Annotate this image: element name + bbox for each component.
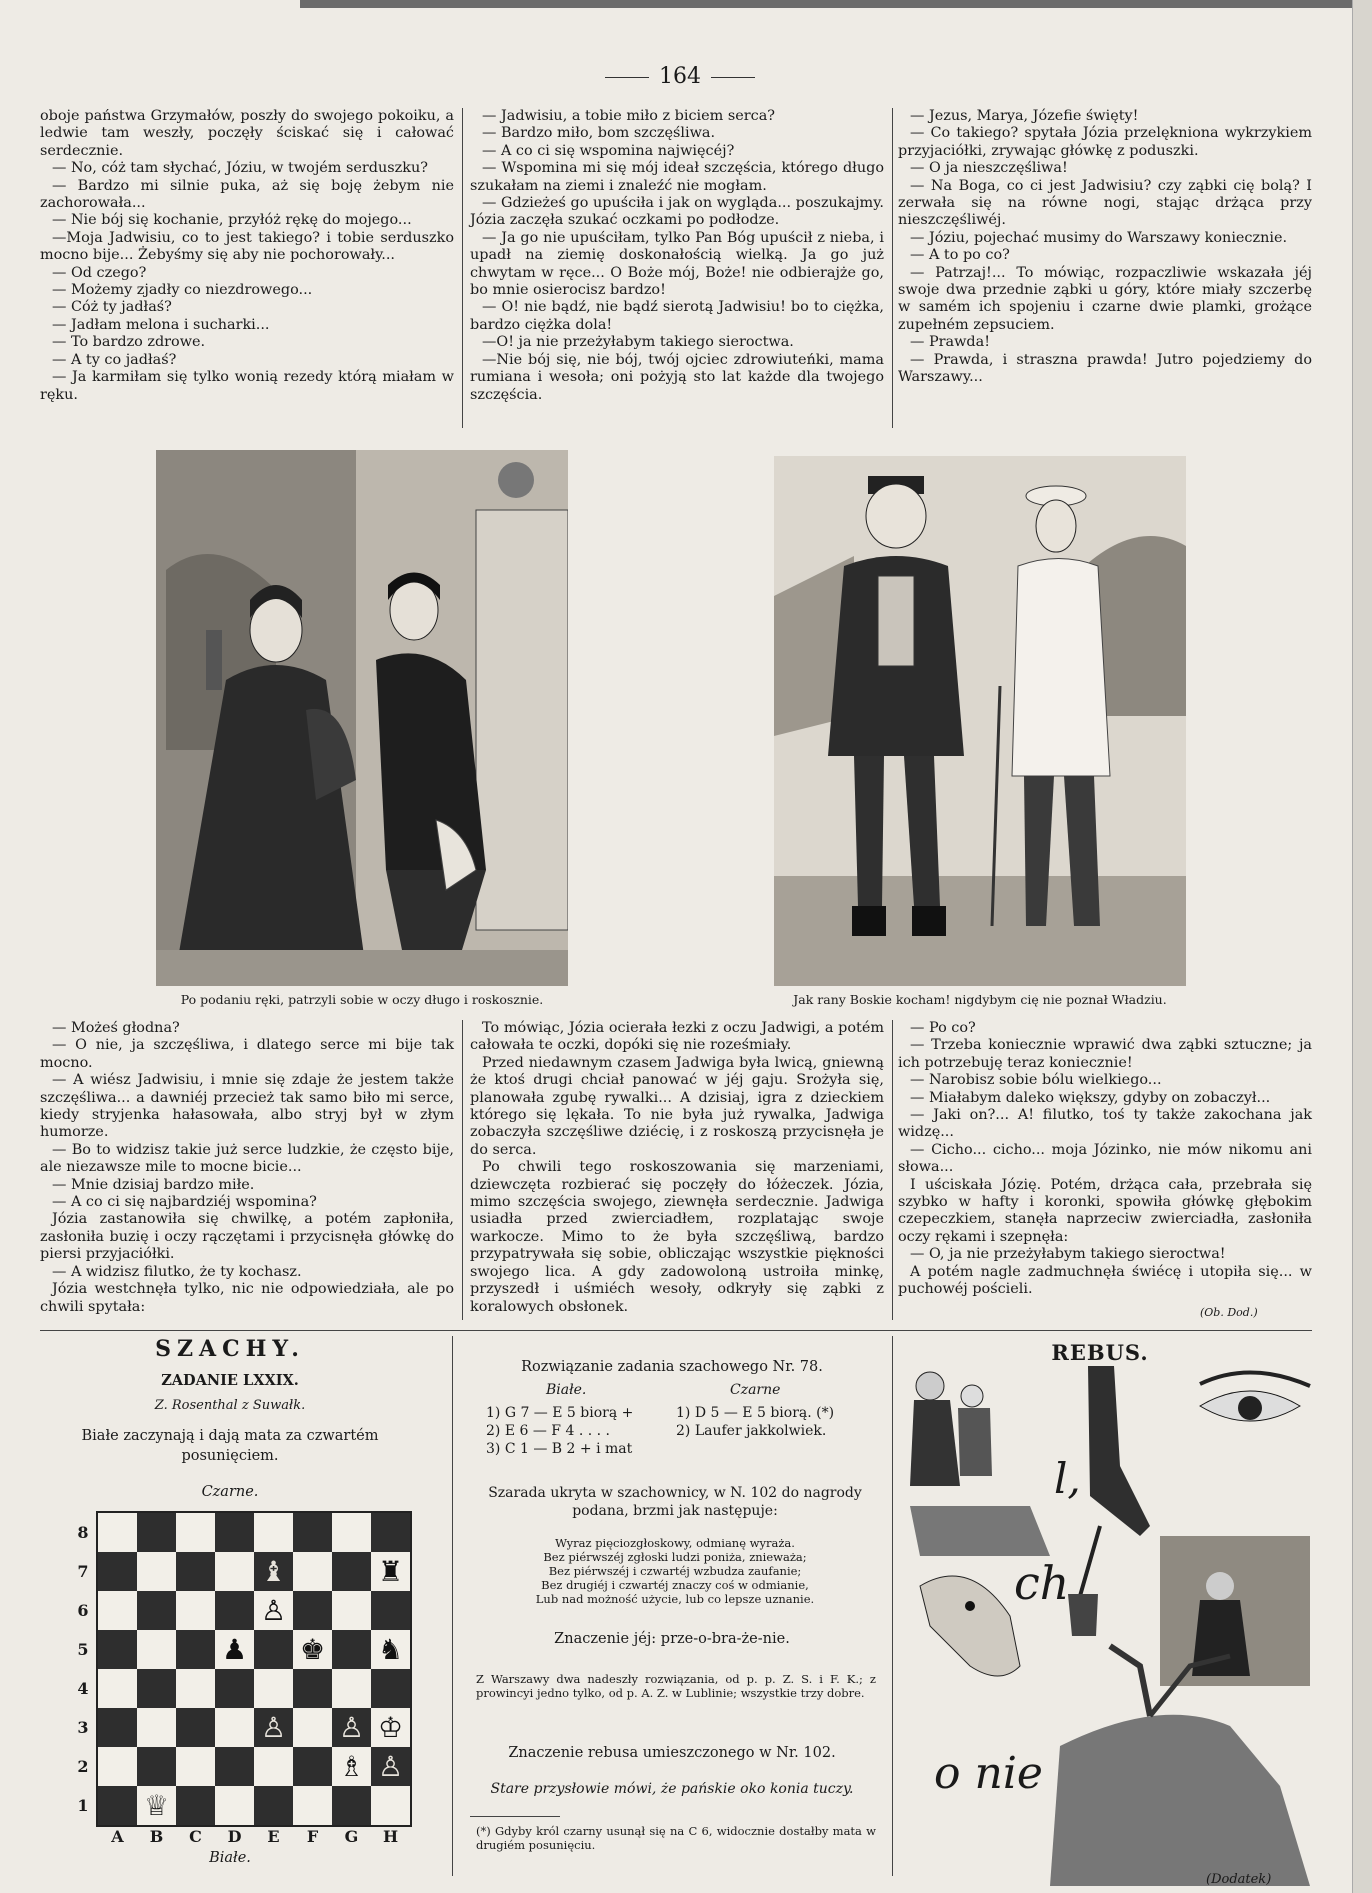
paragraph: — Jezus, Marya, Józefie święty! xyxy=(910,108,1139,124)
paragraph: — Jadwisiu, a tobie miło z biciem serca? xyxy=(482,108,776,124)
page-number xyxy=(590,64,770,89)
chess-square-f8 xyxy=(293,1513,332,1552)
chess-square-b8 xyxy=(137,1513,176,1552)
chess-square-f7 xyxy=(293,1552,332,1591)
chess-square-c2 xyxy=(176,1747,215,1786)
paragraph: — A widzisz filutko, że ty kochasz. xyxy=(52,1263,302,1280)
chess-square-h2 xyxy=(371,1747,410,1786)
chess-square-b6 xyxy=(137,1591,176,1630)
engraving-men-art xyxy=(774,456,1186,986)
paragraph: — Możemy zjadły co niezdrowego... xyxy=(52,282,313,299)
paragraph: — Ja karmiłam się tylko wonią rezedy którą miałam w ręku. xyxy=(40,369,454,403)
paragraph: —Moja Jadwisiu, co to jest takiego? i tobie serduszko mocno bije... Żebyśmy się aby nie pochorowały... xyxy=(40,229,454,264)
solution-moves xyxy=(486,1404,876,1458)
rank-label: 6 xyxy=(77,1601,89,1620)
charade-poem xyxy=(490,1536,860,1606)
move-row xyxy=(486,1422,876,1440)
paragraph: — Prawda! xyxy=(910,334,990,351)
engraving-couple-seated xyxy=(156,450,568,986)
chess-square-c3 xyxy=(176,1708,215,1747)
paragraph: To mówiąc, Józia ocierała łezki z oczu Jadwigi, a potém całowała te oczki, dopóki się nie roześmiały. xyxy=(470,1020,884,1054)
file-label: A xyxy=(111,1827,124,1846)
file-label: G xyxy=(344,1827,359,1846)
poem-line: Lub nad możność użycie, lub co lepsze uznanie. xyxy=(535,1592,815,1606)
solution-title: Rozwiązanie zadania szachowego Nr. 78. xyxy=(521,1359,823,1375)
chess-square-g6 xyxy=(332,1591,371,1630)
solution-black-header: Czarne xyxy=(730,1382,781,1398)
paragraph: — Narobisz sobie bólu wielkiego... xyxy=(910,1072,1162,1089)
chess-square-a5 xyxy=(98,1630,137,1669)
paragraph: Po chwili tego roskoszowania się marzeniami, dziewczęta rozbierać się poczęły do łóżeczek. Józia, mimo szczęścia swojego, ziewnęła serdecznie. Jadwiga usiadła przed zwierciadłem, rozplatając swoje warkocze. Mimo to że była szczęśliwą, bardzo przypatrywała się sobie, obliczając wszystkie piękności swojego lica. A gdy zadowoloną ustroiła minkę, przyszedł i uśmiéch wesoły, odkryły się ząbki z koralowych obsłonek. xyxy=(470,1159,884,1315)
chess-black-label: Czarne. xyxy=(201,1484,259,1500)
white-move: 3) C 1 — B 2 + i mat xyxy=(486,1441,633,1457)
chess-square-h5 xyxy=(371,1630,410,1669)
chess-square-e6 xyxy=(254,1591,293,1630)
column-rule xyxy=(462,1020,463,1320)
chess-square-g5 xyxy=(332,1630,371,1669)
chess-author: Z. Rosenthal z Suwałk. xyxy=(154,1398,306,1413)
paragraph: Józia zastanowiła się chwilkę, a potém zapłoniła, zasłoniła buzię i oczy rączętami i przycisnęła główkę do piersi przyjaciółki. xyxy=(40,1211,454,1263)
chess-square-b4 xyxy=(137,1669,176,1708)
chess-square-h3 xyxy=(371,1708,410,1747)
paragraph: — Bardzo miło, bom szczęśliwa. xyxy=(482,125,716,142)
top-column-left xyxy=(40,108,454,404)
top-band xyxy=(300,0,1360,8)
chess-square-a7 xyxy=(98,1552,137,1591)
chess-square-g1 xyxy=(332,1786,371,1825)
paragraph: — Mnie dzisiaj bardzo miłe. xyxy=(52,1176,255,1193)
footnote: (*) Gdyby król czarny usunął się na C 6, widocznie dostałby mata w drugiém posunięciu. xyxy=(476,1824,876,1852)
paragraph: — Cicho... cicho... moja Józinko, nie mów nikomu ani słowa... xyxy=(898,1141,1312,1176)
chess-square-a1 xyxy=(98,1786,137,1825)
chess-square-h8 xyxy=(371,1513,410,1552)
column-rule xyxy=(892,1336,893,1876)
paragraph: — Co takiego? spytała Józia przelękniona wykrzykiem przyjaciółki, zrywając główkę z poduszki. xyxy=(898,125,1312,159)
poem-line: Bez drugiéj i czwartéj znaczy coś w odmianie, xyxy=(541,1578,809,1592)
chess-square-f6 xyxy=(293,1591,332,1630)
chess-square-f1 xyxy=(293,1786,332,1825)
paragraph: Przed niedawnym czasem Jadwiga była lwicą, gniewną że ktoś drugi chciał panować w jéj gaju. Srożyła się, planowała zgubę rywalki... A dzisiaj, igra z dzieckiem którego się lękała. To nie była już rywalka, Jadwiga zobaczyła szczęśliwe dziécię, i z roskoszą przycisnęła je do serca. xyxy=(470,1054,884,1158)
chess-title: SZACHY. xyxy=(155,1336,305,1362)
paragraph: — Wspomina mi się mój ideał szczęścia, którego długo szukałam na ziemi i znaleźć nie mogłam. xyxy=(470,160,884,194)
chess-square-b7 xyxy=(137,1552,176,1591)
rebus-picture xyxy=(900,1366,1320,1886)
chess-piece: ♙ xyxy=(377,1749,404,1783)
chess-piece: ♚ xyxy=(299,1632,326,1666)
paragraph: — Bo to widzisz takie już serce ludzkie, że często bije, ale niezawsze mile to mocne bicie... xyxy=(40,1141,454,1176)
white-move: 2) E 6 — F 4 . . . . xyxy=(486,1423,610,1439)
engraving-couple-art xyxy=(156,450,568,986)
chess-square-c6 xyxy=(176,1591,215,1630)
paragraph: — Możeś głodna? xyxy=(52,1020,180,1036)
rank-label: 3 xyxy=(77,1718,89,1737)
paragraph: — O, ja nie przeżyłabym takiego sieroctwa! xyxy=(910,1246,1226,1263)
chess-piece: ♙ xyxy=(260,1710,287,1744)
chess-square-b5 xyxy=(137,1630,176,1669)
chess-square-a6 xyxy=(98,1591,137,1630)
rank-label: 1 xyxy=(77,1796,89,1815)
paragraph: — Jadłam melona i sucharki... xyxy=(52,316,270,333)
chess-square-d7 xyxy=(215,1552,254,1591)
file-label: E xyxy=(267,1827,280,1846)
paragraph: — A to po co? xyxy=(910,247,1010,264)
chess-square-h6 xyxy=(371,1591,410,1630)
chess-square-e4 xyxy=(254,1669,293,1708)
chess-piece: ♕ xyxy=(143,1788,170,1822)
paragraph: — A wiész Jadwisiu, i mnie się zdaje że jestem także szczęśliwa... a dawniéj przecież tak samo biło mi serce, kiedy stryjenka hałasowała, albo stryj był w złym humorze. xyxy=(40,1072,454,1141)
chess-square-a8 xyxy=(98,1513,137,1552)
chess-square-d4 xyxy=(215,1669,254,1708)
paragraph: — Miałabym daleko większy, gdyby on zobaczył... xyxy=(910,1089,1271,1106)
rank-label: 5 xyxy=(77,1640,89,1659)
bottom-column-left xyxy=(40,1020,454,1316)
chess-square-b2 xyxy=(137,1747,176,1786)
file-label: H xyxy=(382,1827,399,1846)
solvers-note: Z Warszawy dwa nadeszły rozwiązania, od p. p. Z. S. i F. K.; z prowincyi jedno tylko, od p. A. Z. w Lublinie; wszystkie trzy dobre. xyxy=(476,1672,876,1700)
chess-square-a4 xyxy=(98,1669,137,1708)
poem-line: Wyraz pięciozgłoskowy, odmianę wyraża. xyxy=(555,1536,795,1550)
rebus-letter-l: l, xyxy=(1054,1454,1081,1503)
move-row xyxy=(486,1440,876,1458)
file-label: F xyxy=(306,1827,319,1846)
chess-piece: ♔ xyxy=(377,1710,404,1744)
chess-square-b1 xyxy=(137,1786,176,1825)
chess-piece: ♙ xyxy=(260,1593,287,1627)
paragraph: — Patrzaj!... To mówiąc, rozpaczliwie wskazała jéj swoje dwa przednie ząbki u góry, które miały szczerbę w samém ich spojeniu i czarne dwie plamki, grożące zupełném zepsuciem. xyxy=(898,264,1312,333)
caption-right: Jak rany Boskie kocham! nigdybym cię nie poznał Władziu. xyxy=(793,992,1167,1007)
chess-square-d6 xyxy=(215,1591,254,1630)
file-label: C xyxy=(189,1827,202,1846)
white-move: 1) G 7 — E 5 biorą + xyxy=(486,1405,634,1421)
chess-piece: ♙ xyxy=(338,1710,365,1744)
chess-square-f2 xyxy=(293,1747,332,1786)
paragraph: — Gdzieżeś go upuściła i jak on wygląda... poszukajmy. Józia zaczęła szukać oczkami po podłodze. xyxy=(470,195,884,229)
paragraph: — Jaki on?... A! filutko, toś ty także zakochana jak widzę... xyxy=(898,1107,1312,1141)
continuation-note: (Dodatek) xyxy=(1206,1872,1272,1887)
top-column-middle xyxy=(470,108,884,404)
page-number-text: 164 xyxy=(659,64,701,89)
top-column-right xyxy=(898,108,1312,387)
chess-square-h1 xyxy=(371,1786,410,1825)
chess-square-b3 xyxy=(137,1708,176,1747)
rank-label: 8 xyxy=(77,1523,89,1542)
paragraph: I uściskała Józię. Potém, drżąca cała, przebrała się szybko w hafty i koronki, spowiła główkę głębokim czepeczkiem, stanęła naprzeciw zwierciadła, zasłoniła oczy rękami i szepnęła: xyxy=(898,1176,1312,1245)
chess-square-c5 xyxy=(176,1630,215,1669)
chess-square-c1 xyxy=(176,1786,215,1825)
paragraph: — Po co? xyxy=(910,1020,976,1036)
poem-line: Bez piérwszéj zgłoski ludzi poniża, znieważa; xyxy=(543,1550,807,1564)
footnote-rule xyxy=(470,1816,560,1817)
rebus-letters-ch: ch xyxy=(1014,1556,1070,1610)
chess-white-label: Białe. xyxy=(209,1850,251,1866)
file-label: B xyxy=(149,1827,164,1846)
rank-label: 4 xyxy=(77,1679,89,1698)
chess-square-d3 xyxy=(215,1708,254,1747)
solution-white-header: Białe. xyxy=(546,1382,587,1398)
paragraph: — Od czego? xyxy=(52,264,147,281)
chess-square-e1 xyxy=(254,1786,293,1825)
black-move: 2) Laufer jakkolwiek. xyxy=(676,1423,827,1439)
bottom-column-right xyxy=(898,1020,1312,1299)
paragraph: oboje państwa Grzymałów, poszły do swojego pokoiku, a ledwie tam weszły, poczęły ściskać się i całować serdecznie. xyxy=(40,108,454,159)
chess-square-h7 xyxy=(371,1552,410,1591)
paragraph: — A ty co jadłaś? xyxy=(52,351,177,368)
chess-square-h4 xyxy=(371,1669,410,1708)
rank-label: 2 xyxy=(77,1757,89,1776)
chess-square-g4 xyxy=(332,1669,371,1708)
chess-square-d5 xyxy=(215,1630,254,1669)
chess-square-c4 xyxy=(176,1669,215,1708)
chess-square-d1 xyxy=(215,1786,254,1825)
chess-square-e2 xyxy=(254,1747,293,1786)
chess-square-e5 xyxy=(254,1630,293,1669)
chess-square-e8 xyxy=(254,1513,293,1552)
paragraph: A potém nagle zadmuchnęła świécę i utopiła się... w puchowéj pościeli. xyxy=(898,1263,1312,1298)
chess-problem-number: ZADANIE LXXIX. xyxy=(161,1372,299,1389)
paragraph: — Bardzo mi silnie puka, aż się boję żebym nie zachorowała... xyxy=(40,177,454,212)
charade-meaning: Znaczenie jéj: prze-o-bra-że-nie. xyxy=(554,1631,790,1647)
column-rule xyxy=(892,108,893,428)
paragraph: — A co ci się najbardziéj wspomina? xyxy=(52,1194,317,1211)
bottom-column-middle xyxy=(470,1020,884,1316)
chess-square-a2 xyxy=(98,1747,137,1786)
paragraph: Józia westchnęła tylko, nic nie odpowiedziała, ale po chwili spytała: xyxy=(40,1281,454,1315)
engraving-two-men-standing xyxy=(774,456,1186,986)
chess-square-c8 xyxy=(176,1513,215,1552)
chess-square-a3 xyxy=(98,1708,137,1747)
chess-square-f5 xyxy=(293,1630,332,1669)
rebus-letters-o-nie: o nie xyxy=(934,1748,1043,1799)
chess-square-e7 xyxy=(254,1552,293,1591)
poem-line: Bez piérwszéj i czwartéj wzbudza zaufanie; xyxy=(548,1564,802,1578)
column-rule xyxy=(892,1020,893,1320)
rank-label: 7 xyxy=(77,1562,89,1581)
paragraph: — O nie, ja szczęśliwa, i dlatego serce mi bije tak mocno. xyxy=(40,1037,454,1071)
rebus-meaning-header: Znaczenie rebusa umieszczonego w Nr. 102. xyxy=(508,1745,836,1761)
charade-intro: Szarada ukryta w szachownicy, w N. 102 do nagrody podana, brzmi jak następuje: xyxy=(488,1485,862,1519)
paragraph: —O! ja nie przeżyłabym takiego sieroctwa. xyxy=(482,334,794,351)
chess-piece: ♗ xyxy=(338,1749,365,1783)
paragraph: — O! nie bądź, nie bądź sierotą Jadwisiu! bo to ciężka, bardzo ciężka dola! xyxy=(470,299,884,333)
paragraph: — To bardzo zdrowe. xyxy=(52,334,206,351)
move-row xyxy=(486,1404,876,1422)
paragraph: — O ja nieszczęśliwa! xyxy=(910,160,1068,177)
rebus-title: REBUS. xyxy=(1051,1340,1149,1365)
chess-square-g3 xyxy=(332,1708,371,1747)
chess-square-f3 xyxy=(293,1708,332,1747)
chess-square-f4 xyxy=(293,1669,332,1708)
caption-left: Po podaniu ręki, patrzyli sobie w oczy długo i roskosznie. xyxy=(180,992,544,1007)
rebus-market-scene xyxy=(1160,1536,1310,1686)
section-rule xyxy=(40,1330,1312,1331)
paragraph: — No, cóż tam słychać, Józiu, w twojém serduszku? xyxy=(52,160,428,177)
chess-square-d2 xyxy=(215,1747,254,1786)
chess-piece: ♜ xyxy=(377,1554,404,1588)
column-rule xyxy=(462,108,463,428)
column-rule xyxy=(452,1336,453,1876)
paragraph: — Józiu, pojechać musimy do Warszawy koniecznie. xyxy=(910,229,1288,246)
chess-square-e3 xyxy=(254,1708,293,1747)
chess-board xyxy=(96,1511,412,1827)
chess-square-c7 xyxy=(176,1552,215,1591)
paragraph: — Prawda, i straszna prawda! Jutro pojedziemy do Warszawy... xyxy=(898,351,1312,386)
chess-square-g8 xyxy=(332,1513,371,1552)
black-move: 1) D 5 — E 5 biorą. (*) xyxy=(676,1405,835,1421)
chess-square-g2 xyxy=(332,1747,371,1786)
chess-piece: ♞ xyxy=(377,1632,404,1666)
paragraph: — Trzeba koniecznie wprawić dwa ząbki sztuczne; ja ich potrzebuję teraz koniecznie! xyxy=(898,1037,1312,1071)
proverb: Stare przysłowie mówi, że pańskie oko konia tuczy. xyxy=(490,1781,854,1797)
paragraph: — Ja go nie upuściłam, tylko Pan Bóg upuścił z nieba, i upadł na ziemię doskonałością wielką. Ja go już chwytam w ręce... O Boże mój, Boże! nie odbierajże go, bo mnie osierocisz bardzo! xyxy=(470,229,884,299)
chess-task: Białe zaczynają i dają mata za czwartém posunięciem. xyxy=(81,1428,379,1464)
paragraph: — Cóż ty jadłaś? xyxy=(52,299,172,316)
adjacent-page-edge xyxy=(1352,0,1372,1893)
chess-square-d8 xyxy=(215,1513,254,1552)
chess-square-g7 xyxy=(332,1552,371,1591)
paragraph: — Na Boga, co ci jest Jadwisiu? czy ząbki cię bolą? I zerwała się na równe nogi, stając drżąca przy nieszczęśliwéj. xyxy=(898,177,1312,229)
paragraph: — Nie bój się kochanie, przyłóż rękę do mojego... xyxy=(52,212,412,229)
chess-piece: ♝ xyxy=(260,1554,287,1588)
file-label: D xyxy=(227,1827,242,1846)
signature: (Ob. Dod.) xyxy=(1200,1306,1258,1319)
paragraph: — A co ci się wspomina najwięcéj? xyxy=(482,142,735,159)
chess-piece: ♟ xyxy=(221,1632,248,1666)
paragraph: —Nie bój się, nie bój, twój ojciec zdrowiuteńki, mama rumiana i wesoła; oni pożyją sto lat każde dla twojego szczęścia. xyxy=(470,351,884,403)
